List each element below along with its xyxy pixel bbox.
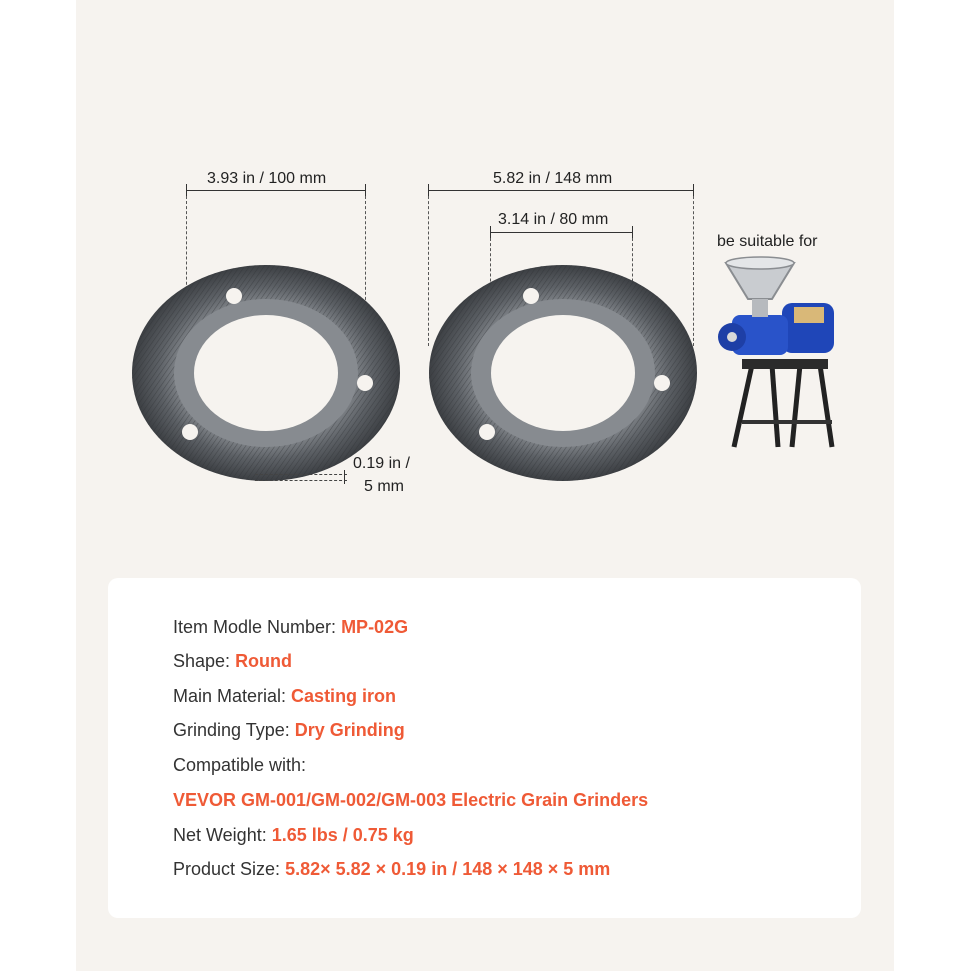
thickness-guide-line: [255, 480, 347, 481]
spec-net-weight: [173, 825, 414, 846]
spec-label: Item Modle Number:: [173, 617, 342, 637]
thickness-dimension-label-1: 0.19 in /: [353, 455, 410, 472]
thickness-guide-line: [255, 474, 347, 475]
suitable-for-label: be suitable for: [717, 233, 818, 250]
spec-compatible-models: [173, 790, 648, 811]
spec-shape: [173, 651, 292, 672]
spec-product-size: [173, 859, 610, 880]
spec-model-number: [173, 617, 408, 638]
right-disc-outer-dimension-label: 5.82 in / 148 mm: [493, 170, 613, 187]
spec-value: Round: [235, 651, 293, 671]
dimension-tick: [186, 184, 187, 196]
dimension-tick: [693, 184, 694, 196]
left-grinding-disc-image: [130, 262, 402, 484]
thickness-tick: [344, 470, 345, 484]
dimension-tick: [632, 226, 633, 238]
right-disc-inner-dimension-label: 3.14 in / 80 mm: [498, 211, 609, 228]
right-grinding-disc-image: [427, 262, 699, 484]
left-disc-dimension-label: 3.93 in / 100 mm: [207, 170, 327, 187]
dimension-tick: [490, 226, 491, 238]
spec-label: Main Material:: [173, 686, 292, 706]
spec-value: Dry Grinding: [294, 720, 405, 740]
grain-grinder-machine-image: [712, 255, 847, 450]
spec-label: Product Size:: [173, 859, 286, 879]
spec-label: Net Weight:: [173, 825, 272, 845]
thickness-dimension-label-2: 5 mm: [364, 478, 404, 495]
right-inner-dimension-line: [490, 232, 632, 233]
right-outer-dimension-line: [428, 190, 694, 191]
spec-value: MP-02G: [341, 617, 409, 637]
spec-label: Shape:: [173, 651, 236, 671]
spec-material: [173, 686, 396, 707]
spec-grinding-type: [173, 720, 405, 741]
dimension-tick: [365, 184, 366, 196]
spec-value: VEVOR GM-001/GM-002/GM-003 Electric Grain Grinders: [173, 790, 649, 810]
spec-value: 1.65 lbs / 0.75 kg: [271, 825, 414, 845]
spec-label: Grinding Type:: [173, 720, 295, 740]
spec-value: 5.82× 5.82 × 0.19 in / 148 × 148 × 5 mm: [285, 859, 611, 879]
dimension-tick: [428, 184, 429, 196]
spec-label: Compatible with:: [173, 755, 307, 775]
left-dimension-line: [186, 190, 366, 191]
spec-value: Casting iron: [291, 686, 397, 706]
spec-compatible-label: [173, 755, 306, 776]
